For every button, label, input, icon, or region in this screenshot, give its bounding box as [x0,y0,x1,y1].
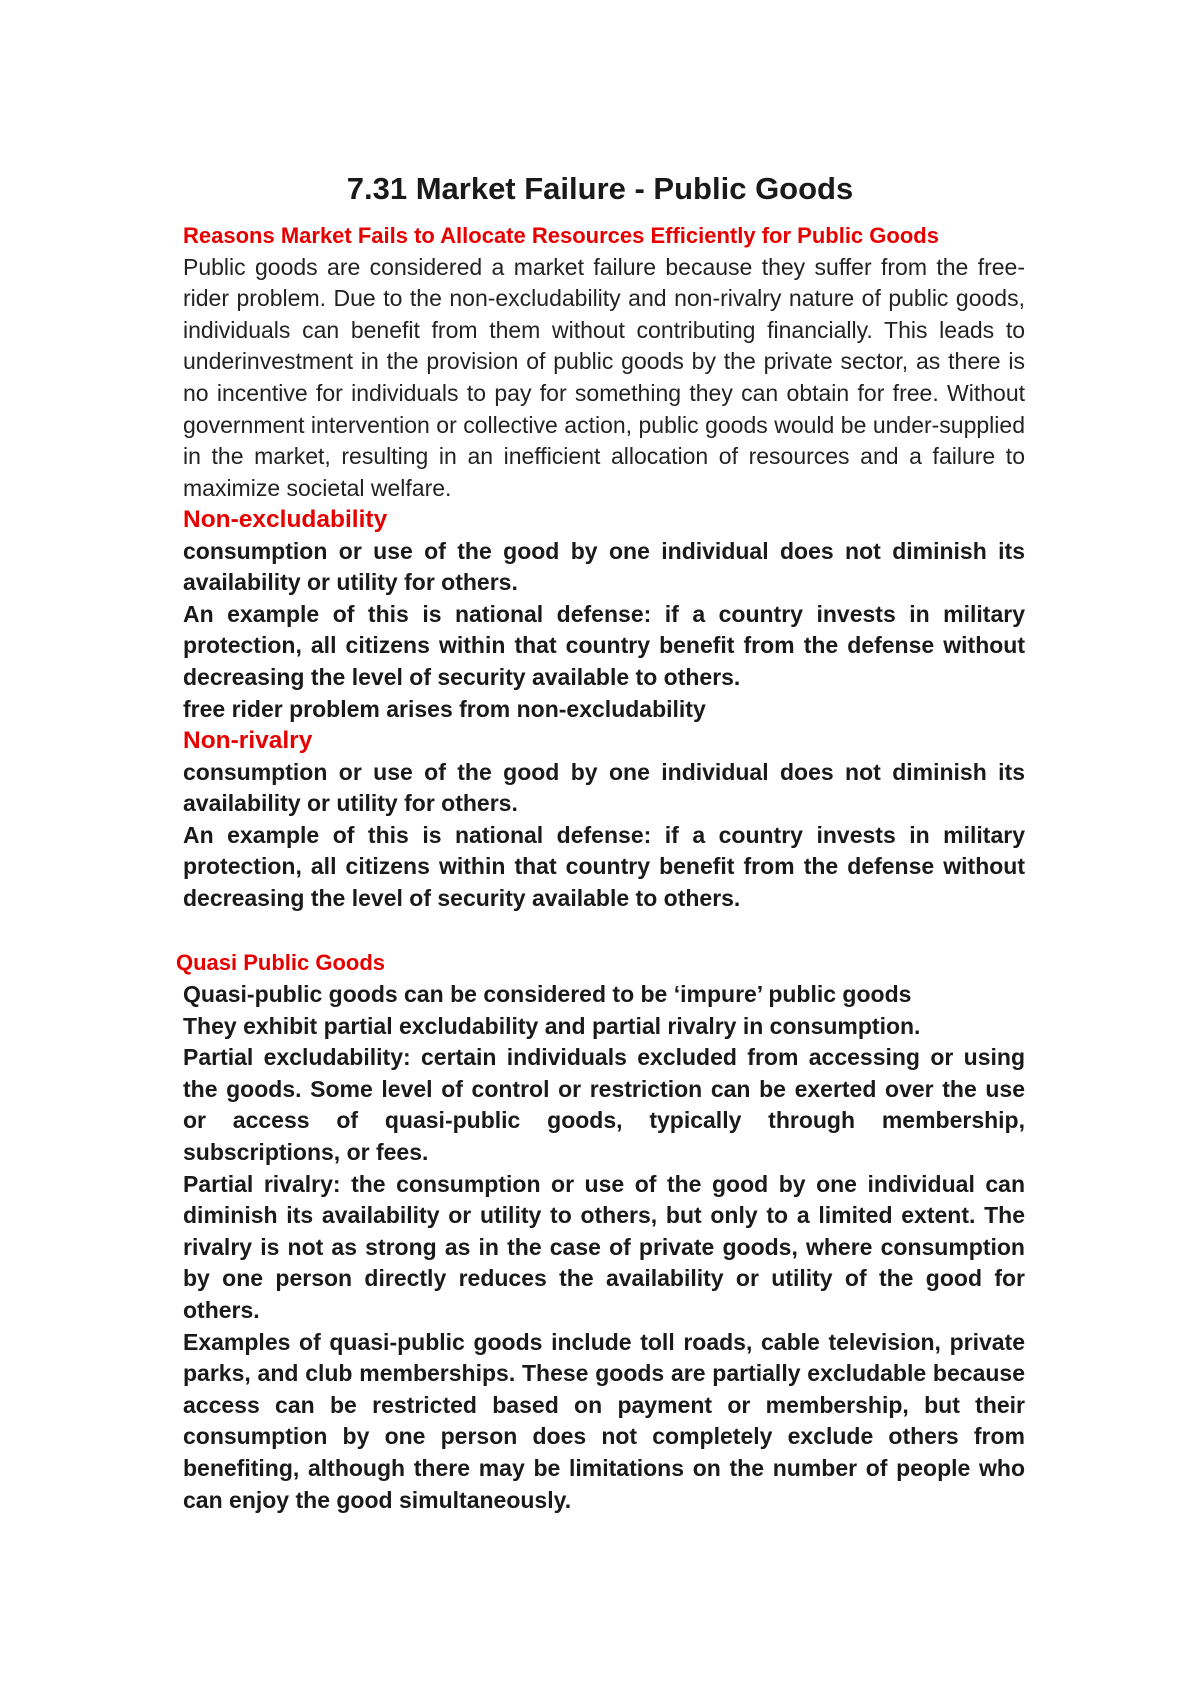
heading-quasi-public-goods: Quasi Public Goods [176,950,386,975]
section-quasi-public-goods [183,979,1025,1516]
non-excludability-note: free rider problem arises from non-excludability [183,695,706,722]
section-heading-reasons: Reasons Market Fails to Allocate Resources Efficiently for Public Goods [183,223,939,248]
quasi-line-impure: Quasi-public goods can be considered to be ‘impure’ public goods [183,981,912,1007]
partial-excludability-paragraph [183,1042,1025,1168]
partial-excludability-text: certain individuals excluded from accessing or using the goods. Some level of control or restriction can be exerted over the use or access of quasi-public goods, typically through membership, subscriptions, or fees. [183,1044,1025,1165]
section-body-reasons: Public goods are considered a market failure because they suffer from the free-rider problem. Due to the non-excludability and non-rivalry nature of public goods, individuals can benefit from them without contributing financially. This leads to underinvestment in the provision of public goods by the private sector, as there is no incentive for individuals to pay for something they can obtain for free. Without government intervention or collective action, public goods would be under-supplied in the market, resulting in an inefficient allocation of resources and a failure to maximize societal welfare. [183,253,1025,501]
heading-quasi-wrapper [176,947,1025,979]
section-market-failure [183,220,1025,504]
section-non-excludability [183,504,1025,725]
non-excludability-example: An example of this is national defense: if a country invests in military protection, all citizens within that country benefit from the defense without decreasing the level of security available to others. [183,600,1025,690]
partial-excludability-label: Partial excludability: [183,1044,411,1071]
non-rivalry-definition: consumption or use of the good by one individual does not diminish its availability or utility for others. [183,758,1025,817]
partial-rivalry-label: Partial rivalry: [183,1170,341,1197]
section-non-rivalry [183,725,1025,915]
heading-non-rivalry: Non-rivalry [183,727,313,754]
non-rivalry-example: An example of this is national defense: if a country invests in military protection, all citizens within that country benefit from the defense without decreasing the level of security available to others. [183,821,1025,911]
page-title: 7.31 Market Failure - Public Goods [346,171,854,206]
heading-non-excludability: Non-excludability [183,506,388,533]
quasi-line-partial: They exhibit partial excludability and partial rivalry in consumption. [183,1012,921,1039]
non-excludability-definition: consumption or use of the good by one individual does not diminish its availability or utility for others. [183,537,1025,596]
quasi-examples: Examples of quasi-public goods include toll roads, cable television, private parks, and club memberships. These goods are partially excludable because access can be restricted based on payment or membership, but their consumption by one person does not completely exclude others from benefiting, although there may be limitations on the number of people who can enjoy the good simultaneously. [183,1328,1025,1513]
partial-rivalry-paragraph [183,1169,1025,1327]
partial-rivalry-text: the consumption or use of the good by one individual can diminish its availability or utility to others, but only to a limited extent. The rivalry is not as strong as in the case of private goods, where consumption by one person directly reduces the availability or utility of the good for others. [183,1170,1025,1323]
